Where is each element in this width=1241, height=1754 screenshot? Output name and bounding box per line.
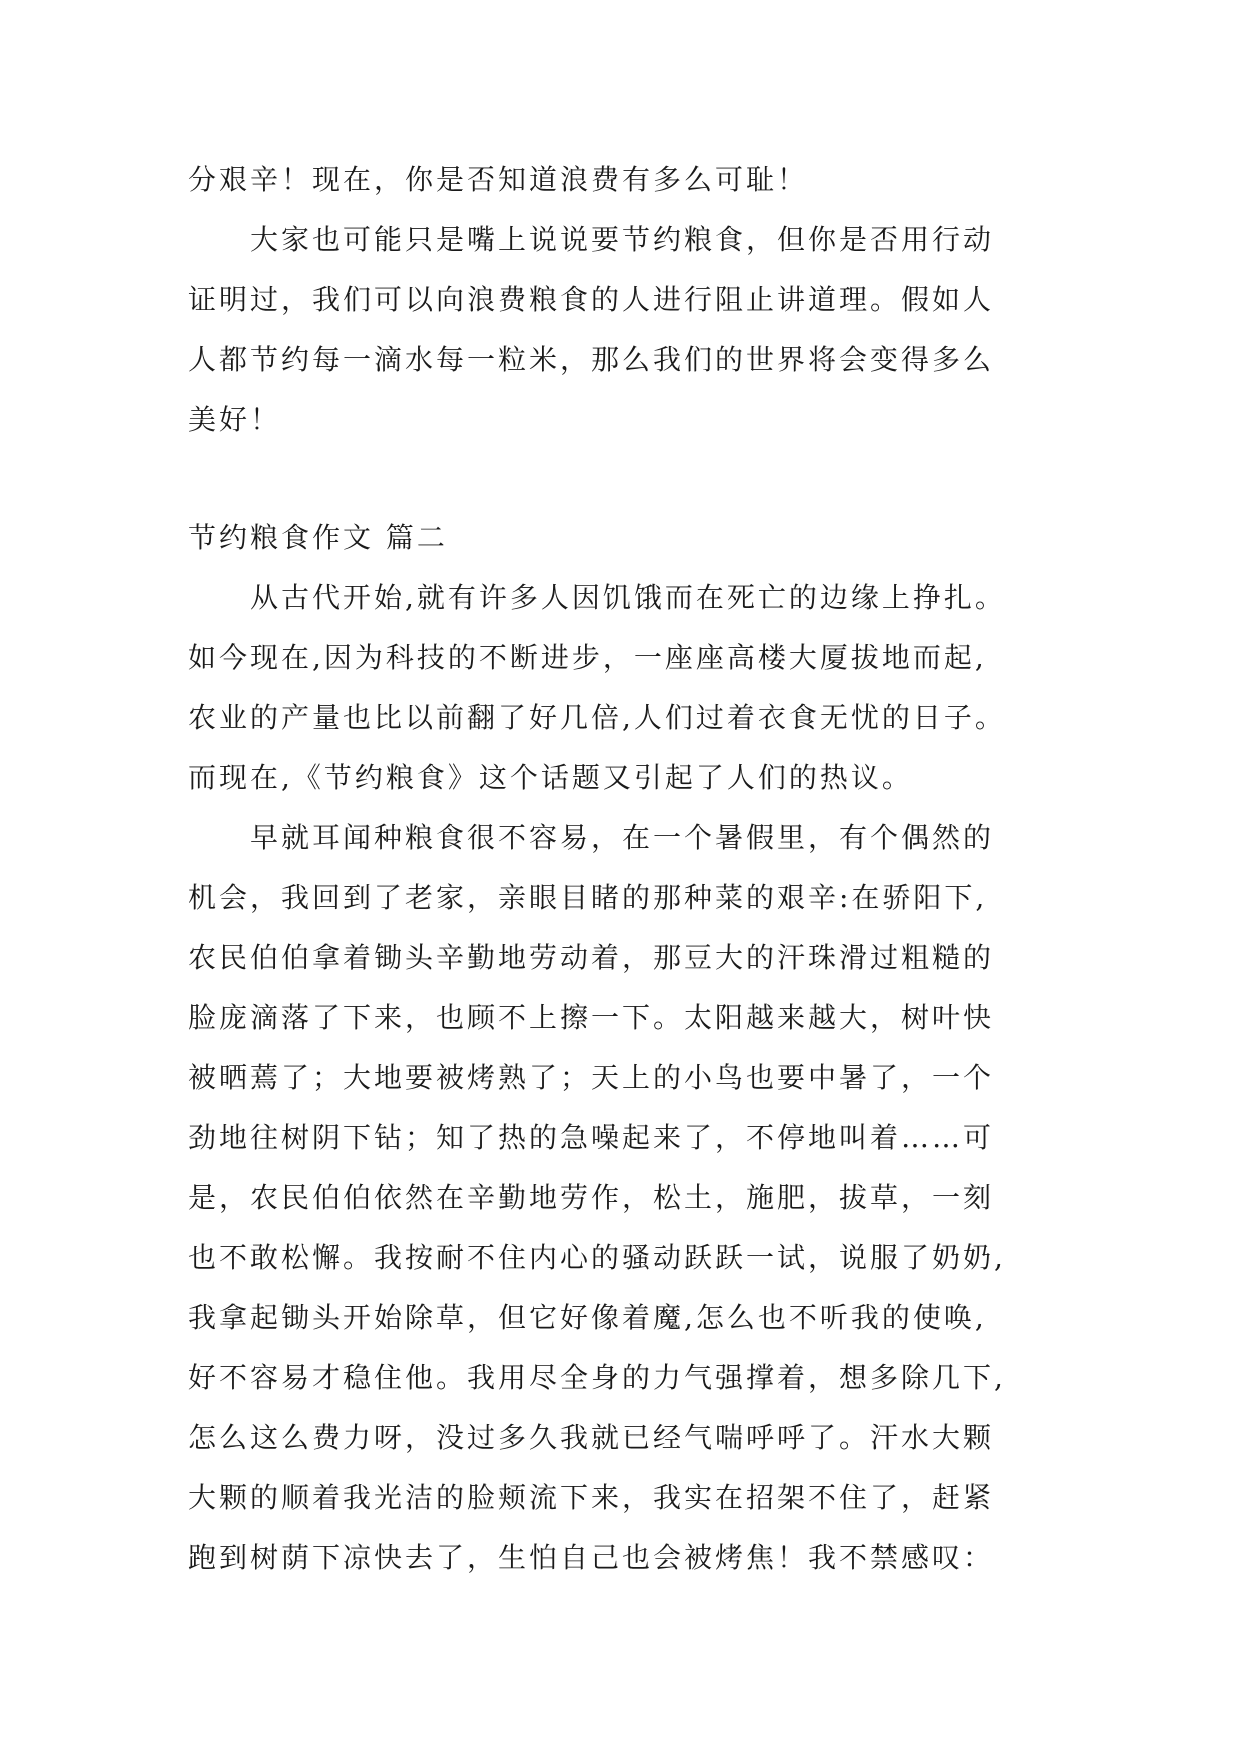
text-line: 农民伯伯拿着锄头辛勤地劳动着，那豆大的汗珠滑过粗糙的: [188, 941, 995, 974]
text-line: 好不容易才稳住他。我用尽全身的力气强撑着，想多除几下,: [188, 1361, 1006, 1394]
text-line: 人都节约每一滴水每一粒米，那么我们的世界将会变得多么: [188, 343, 995, 376]
text-line: 被晒蔫了；大地要被烤熟了；天上的小鸟也要中暑了，一个: [188, 1061, 995, 1094]
text-line: 如今现在,因为科技的不断进步，一座座高楼大厦拔地而起,: [188, 641, 987, 674]
text-line: 大颗的顺着我光洁的脸颊流下来，我实在招架不住了，赶紧: [188, 1481, 995, 1514]
text-line: 证明过，我们可以向浪费粮食的人进行阻止讲道理。假如人: [188, 283, 995, 316]
text-line: 是，农民伯伯依然在辛勤地劳作，松土，施肥，拔草，一刻: [188, 1181, 995, 1214]
section-title: 节约粮食作文 篇二: [188, 521, 448, 554]
text-line: 美好！: [188, 403, 282, 436]
text-line: 劲地往树阴下钻；知了热的急噪起来了，不停地叫着……可: [188, 1121, 995, 1154]
paragraph-start-line: 大家也可能只是嘴上说说要节约粮食，但你是否用行动: [250, 223, 995, 256]
text-line: 跑到树荫下凉快去了，生怕自己也会被烤焦！我不禁感叹：: [188, 1541, 995, 1574]
section-1-text: [188, 150, 1053, 450]
text-line: 怎么这么费力呀，没过多久我就已经气喘呼呼了。汗水大颗: [188, 1421, 995, 1454]
text-line: 也不敢松懈。我按耐不住内心的骚动跃跃一试，说服了奶奶,: [188, 1241, 1006, 1274]
section-2-text: [188, 568, 1053, 1588]
text-line: 农业的产量也比以前翻了好几倍,人们过着衣食无忧的日子。: [188, 701, 1006, 734]
paragraph-start-line: 早就耳闻种粮食很不容易，在一个暑假里，有个偶然的: [250, 821, 995, 854]
text-line: 机会，我回到了老家，亲眼目睹的那种菜的艰辛:在骄阳下,: [188, 881, 988, 914]
text-line: 分艰辛！现在，你是否知道浪费有多么可耻！: [188, 163, 809, 196]
paragraph-start-line: 从古代开始,就有许多人因饥饿而在死亡的边缘上挣扎。: [250, 581, 1006, 614]
text-line: 我拿起锄头开始除草，但它好像着魔,怎么也不听我的使唤,: [188, 1301, 987, 1334]
text-line: 而现在,《节约粮食》这个话题又引起了人们的热议。: [188, 761, 913, 794]
text-line: 脸庞滴落了下来，也顾不上擦一下。太阳越来越大，树叶快: [188, 1001, 995, 1034]
